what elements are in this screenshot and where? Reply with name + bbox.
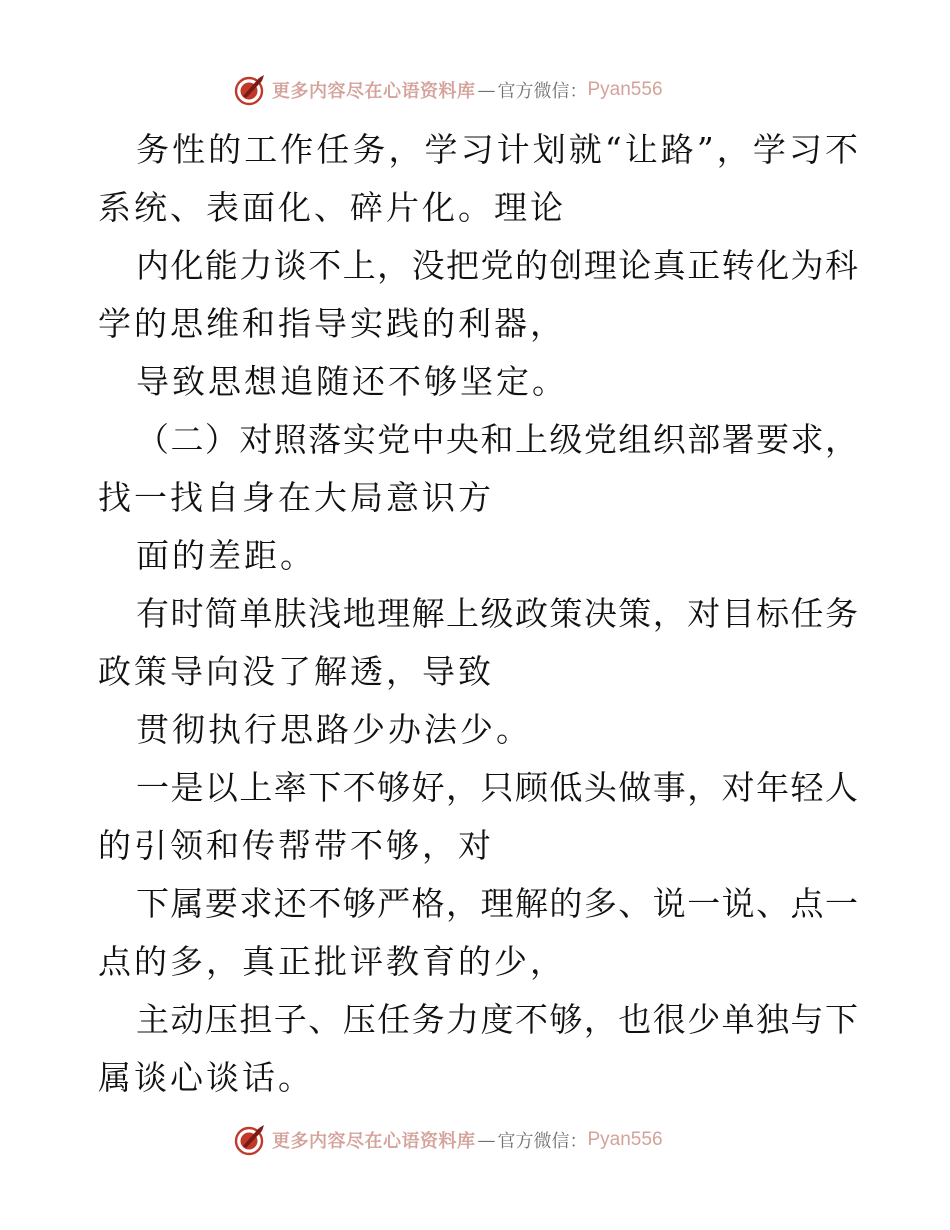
text-line: （二）对照落实党中央和上级党组织部署要求，	[136, 420, 858, 459]
text-line: 务性的工作任务，学习计划就“让路”，学习不	[136, 130, 858, 169]
watermark-dash: —	[477, 79, 496, 101]
text-line: 一是以上率下不够好，只顾低头做事，对年轻人	[136, 768, 858, 807]
quill-logo-icon	[232, 72, 268, 108]
watermark-title: 更多内容尽在心语资料库	[272, 81, 476, 102]
watermark-wechat-id: Pyan556	[587, 79, 663, 100]
text-line: 导致思想追随还不够坚定。	[136, 362, 568, 401]
footer-watermark	[232, 1120, 663, 1160]
watermark-wechat-id: Pyan556	[587, 1129, 663, 1150]
watermark-label: 官方微信：	[497, 1131, 588, 1152]
text-line: 属谈心谈话。	[98, 1058, 314, 1097]
text-line: 内化能力谈不上，没把党的创理论真正转化为科	[136, 246, 858, 285]
text-line: 面的差距。	[136, 536, 316, 575]
text-line: 贯彻执行思路少办法少。	[136, 710, 532, 749]
text-line: 找一找自身在大局意识方	[98, 478, 494, 517]
header-watermark	[232, 70, 663, 110]
watermark-label: 官方微信：	[497, 81, 588, 102]
text-line: 下属要求还不够严格，理解的多、说一说、点一	[136, 884, 858, 923]
text-line: 点的多，真正批评教育的少，	[98, 942, 566, 981]
text-line: 学的思维和指导实践的利器，	[98, 304, 566, 343]
watermark-dash: —	[477, 1129, 496, 1151]
text-line: 系统、表面化、碎片化。理论	[98, 188, 566, 227]
text-line: 的引领和传帮带不够，对	[98, 826, 494, 865]
quill-logo-icon	[232, 1122, 268, 1158]
watermark-title: 更多内容尽在心语资料库	[272, 1131, 476, 1152]
text-line: 有时简单肤浅地理解上级政策决策，对目标任务	[136, 594, 858, 633]
text-line: 政策导向没了解透，导致	[98, 652, 494, 691]
text-line: 主动压担子、压任务力度不够，也很少单独与下	[136, 1000, 858, 1039]
document-body	[98, 121, 858, 1107]
